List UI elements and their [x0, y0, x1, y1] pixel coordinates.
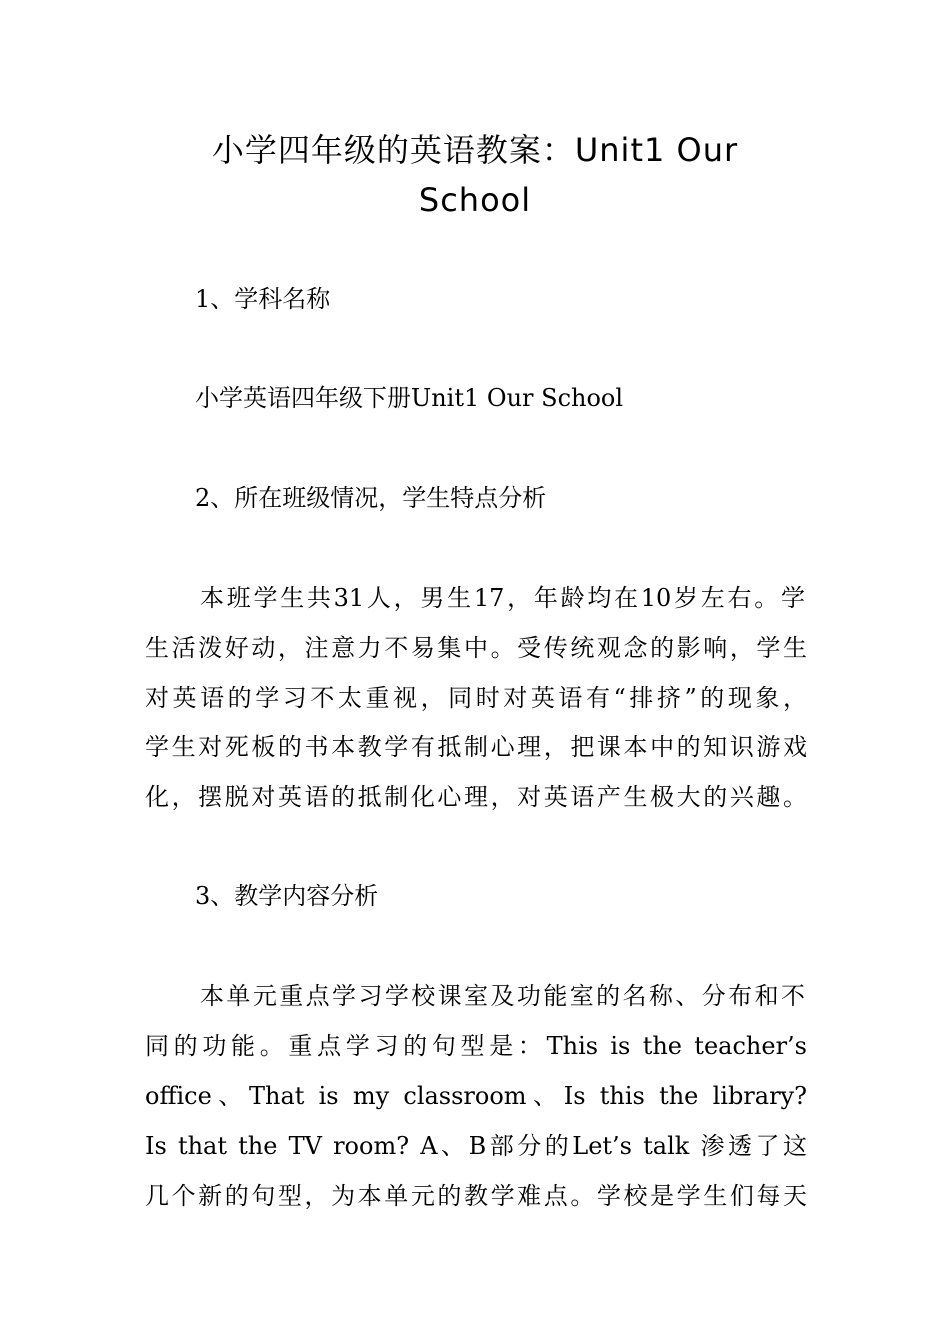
section-1-heading: 1、学科名称: [195, 285, 331, 313]
document-title-line-2: School: [418, 181, 532, 219]
section-2-line-3: 对英语的学习不太重视，同时对英语有“排挤”的现象，: [145, 684, 807, 712]
section-2-line-1: 本班学生共31人，男生17，年龄均在10岁左右。学: [200, 584, 805, 612]
section-2-line-2: 生活泼好动，注意力不易集中。受传统观念的影响，学生: [145, 634, 807, 662]
section-3-line-4: Is that the TV room? A、B部分的Let’s talk 渗透了这: [145, 1132, 807, 1160]
section-3-line-3: office、That is my classroom、Is this the library?: [145, 1082, 807, 1110]
section-3-line-2: 同的功能。重点学习的句型是：This is the teacher’s: [145, 1032, 807, 1060]
document-title-line-1: 小学四年级的英语教案：Unit1 Our: [211, 131, 739, 169]
section-3-line-1: 本单元重点学习学校课室及功能室的名称、分布和不: [200, 982, 805, 1010]
section-2-heading: 2、所在班级情况，学生特点分析: [195, 484, 547, 512]
section-2-line-5: 化，摆脱对英语的抵制化心理，对英语产生极大的兴趣。: [145, 783, 807, 811]
section-3-heading: 3、教学内容分析: [195, 882, 379, 910]
section-1-text: 小学英语四年级下册Unit1 Our School: [195, 384, 624, 412]
section-2-line-4: 学生对死板的书本教学有抵制心理，把课本中的知识游戏: [145, 733, 807, 761]
section-3-line-5: 几个新的句型，为本单元的教学难点。学校是学生们每天: [145, 1182, 807, 1210]
